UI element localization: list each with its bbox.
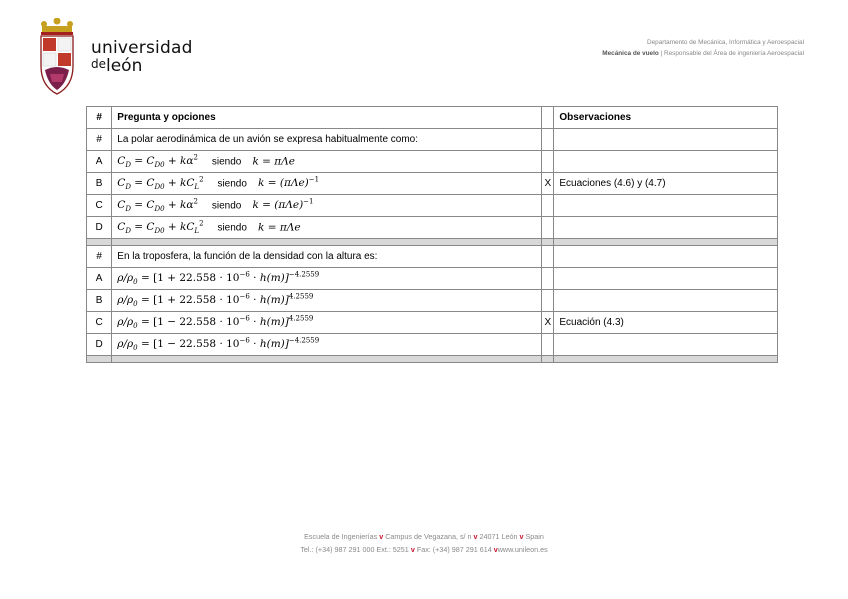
university-wordmark: [91, 40, 193, 76]
footer-line1: [0, 530, 848, 543]
option-mark: [542, 334, 554, 356]
option-mark: X: [542, 312, 554, 334]
question-text: La polar aerodinámica de un avión se expresa habitualmente como:: [112, 129, 542, 151]
option-row: [87, 334, 778, 356]
option-row: [87, 173, 778, 195]
footer-separator: v: [493, 545, 498, 554]
footer-country: Spain: [525, 532, 544, 541]
footer-separator: v: [473, 532, 478, 541]
option-label: D: [87, 334, 112, 356]
option-formula: $\rho/\rho_0 = [1 - 22.558 \cdot 10^{-6} \cdot h(m)]^{-4.2559}$: [112, 334, 542, 356]
option-label: C: [87, 195, 112, 217]
department-line: Departamento de Mecánica, Informática y Aeroespacial: [646, 39, 804, 46]
col-obs-header: Observaciones: [554, 107, 778, 129]
option-mark: [542, 290, 554, 312]
option-formula: $C_D = C_{D0} + k\alpha^2$ siendo k = πΛe: [112, 151, 542, 173]
footer-line2: [0, 543, 848, 556]
question-num: #: [87, 246, 112, 268]
page-footer: [0, 530, 848, 556]
option-formula: $C_D = C_{D0} + k\alpha^2$ siendo $k = (\pi\Lambda e)^{-1}$: [112, 195, 542, 217]
footer-phone: Tel.: (+34) 987 291 000 Ext.: 5251: [300, 545, 409, 554]
option-row: [87, 268, 778, 290]
option-formula: $\rho/\rho_0 = [1 - 22.558 \cdot 10^{-6} \cdot h(m)]^{4.2559}$: [112, 312, 542, 334]
option-mark: [542, 151, 554, 173]
table-header-row: [87, 107, 778, 129]
course-line: [602, 48, 804, 59]
option-label: B: [87, 173, 112, 195]
footer-fax: Fax: (+34) 987 291 614: [416, 545, 492, 554]
option-formula: $\rho/\rho_0 = [1 + 22.558 \cdot 10^{-6} \cdot h(m)]^{-4.2559}$: [112, 268, 542, 290]
option-label: A: [87, 268, 112, 290]
course-separator: |: [660, 50, 663, 57]
option-observation: [554, 268, 778, 290]
footer-separator: v: [410, 545, 415, 554]
option-formula: $C_D = C_{D0} + kC_L^2$ siendo $k = (\pi\Lambda e)^{-1}$: [112, 173, 542, 195]
col-mark-header: [542, 107, 554, 129]
footer-city: 24071 León: [479, 532, 518, 541]
option-observation: Ecuación (4.3): [554, 312, 778, 334]
option-label: B: [87, 290, 112, 312]
option-mark: [542, 268, 554, 290]
option-label: A: [87, 151, 112, 173]
option-mark: [542, 217, 554, 239]
option-observation: [554, 217, 778, 239]
option-observation: [554, 334, 778, 356]
option-row: [87, 195, 778, 217]
crown-icon: [41, 18, 73, 35]
separator-row: [87, 239, 778, 246]
col-question-header: Pregunta y opciones: [112, 107, 542, 129]
brand-line2: [91, 58, 193, 76]
question-row: [87, 246, 778, 268]
option-row: [87, 290, 778, 312]
brand-line2-main: león: [106, 56, 143, 76]
option-formula: $\rho/\rho_0 = [1 + 22.558 \cdot 10^{-6} \cdot h(m)]^{4.2559}$: [112, 290, 542, 312]
separator-row: [87, 356, 778, 363]
option-mark: X: [542, 173, 554, 195]
footer-school: Escuela de Ingenierías: [304, 532, 378, 541]
option-observation: [554, 195, 778, 217]
question-row: [87, 129, 778, 151]
option-row: [87, 151, 778, 173]
col-num-header: #: [87, 107, 112, 129]
footer-campus: Campus de Vegazana, s/ n: [385, 532, 472, 541]
option-label: D: [87, 217, 112, 239]
questions-table: [86, 106, 778, 363]
option-mark: [542, 195, 554, 217]
option-row: [87, 217, 778, 239]
option-formula: $C_D = C_{D0} + kC_L^2$ siendo k = πΛe: [112, 217, 542, 239]
question-num: #: [87, 129, 112, 151]
brand-line1: universidad: [91, 38, 193, 58]
option-observation: [554, 151, 778, 173]
footer-separator: v: [379, 532, 384, 541]
option-label: C: [87, 312, 112, 334]
option-observation: [554, 290, 778, 312]
question-text: En la troposfera, la función de la densidad con la altura es:: [112, 246, 542, 268]
responsible-area: Responsable del Área de ingeniería Aeroespacial: [664, 50, 804, 57]
footer-website: www.unileon.es: [497, 545, 548, 554]
department-header: [602, 37, 804, 59]
option-row: [87, 312, 778, 334]
brand-line2-small: de: [91, 57, 106, 71]
footer-separator: v: [519, 532, 524, 541]
option-observation: Ecuaciones (4.6) y (4.7): [554, 173, 778, 195]
course-name: Mecánica de vuelo: [602, 50, 659, 57]
